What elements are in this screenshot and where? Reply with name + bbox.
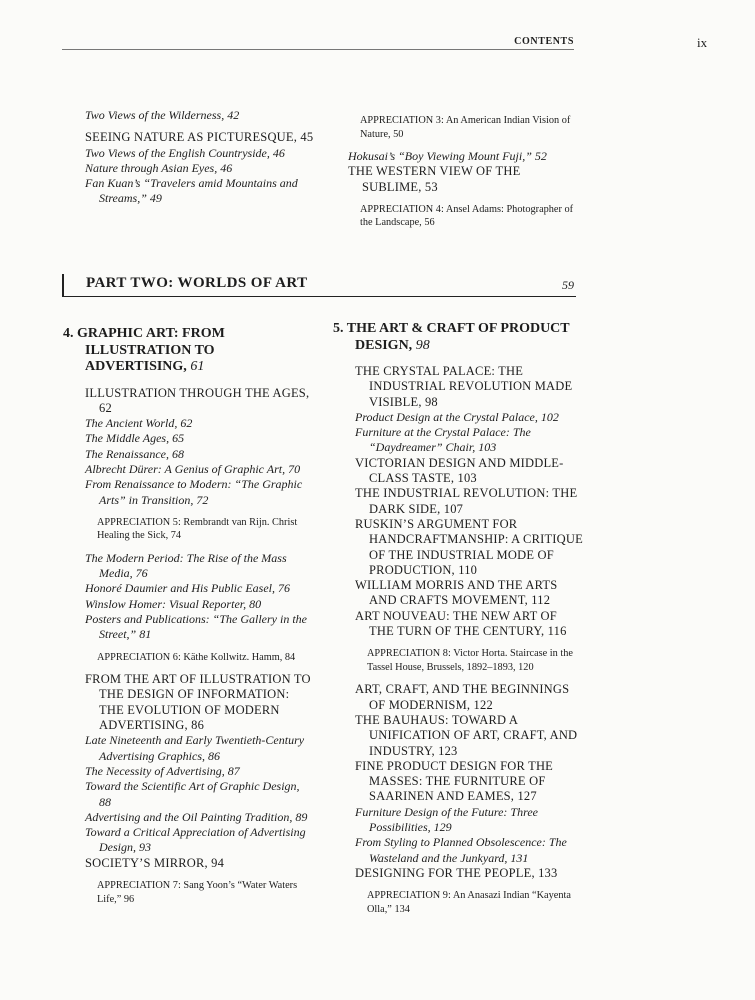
appreciation-entry: APPRECIATION 6: Käthe Kollwitz. Hamm, 84 [97, 651, 296, 663]
part-heading [62, 274, 576, 297]
subsection-entry: Late Nineteenth and Early Twentieth-Century Advertising Graphics, 86 [85, 733, 305, 763]
chapter-4-column [63, 326, 313, 914]
subsection-entry: Furniture Design of the Future: Three Possibilities, 129 [355, 804, 538, 835]
chapter-5-heading [333, 321, 583, 354]
page-number: ix [697, 35, 708, 50]
chapter-4-page: 61 [190, 359, 205, 374]
chapter-5-page: 98 [415, 337, 430, 353]
subsection-entry: Fan Kuan’s “Travelers amid Mountains and Streams,” 49 [85, 176, 298, 206]
toc-top-right-column [348, 106, 583, 238]
running-header: CONTENTS [514, 36, 574, 47]
chapter-4-title: 4. GRAPHIC ART: FROM ILLUSTRATION TO ADVERTISING, [63, 326, 225, 374]
appreciation-entry: APPRECIATION 8: Victor Horta. Staircase in the Tassel House, Brussels, 1892–1893, 120 [367, 648, 573, 673]
section-entry: FINE PRODUCT DESIGN FOR THE MASSES: THE FURNITURE OF SAARINEN AND EAMES, 127 [355, 758, 554, 804]
section-entry: RUSKIN’S ARGUMENT FOR HANDCRAFTMANSHIP: A CRITIQUE OF THE INDUSTRIAL MODE OF PRODUCTION, 110 [355, 516, 583, 577]
subsection-entry: The Ancient World, 62 [85, 416, 193, 431]
section-entry: DESIGNING FOR THE PEOPLE, 133 [355, 865, 558, 880]
subsection-entry: Posters and Publications: “The Gallery in the Street,” 81 [85, 612, 307, 642]
toc-top-left-column [85, 108, 320, 207]
subsection-entry: From Renaissance to Modern: “The Graphic Arts” in Transition, 72 [85, 477, 303, 507]
section-entry: SEEING NATURE AS PICTURESQUE, 45 [85, 130, 314, 145]
subsection-entry: The Renaissance, 68 [85, 446, 184, 461]
appreciation-entry: APPRECIATION 7: Sang Yoon’s “Water Waters Life,” 96 [97, 880, 298, 905]
chapter-5-title: 5. THE ART & CRAFT OF PRODUCT DESIGN, [333, 321, 570, 353]
subsection-entry: Nature through Asian Eyes, 46 [85, 160, 233, 175]
chapter-4-heading [63, 326, 313, 376]
subsection-entry: Hokusai’s “Boy Viewing Mount Fuji,” 52 [348, 149, 547, 163]
subsection-entry: The Necessity of Advertising, 87 [85, 763, 240, 778]
header-rule [62, 49, 574, 50]
section-entry: THE BAUHAUS: TOWARD A UNIFICATION OF ART, CRAFT, AND INDUSTRY, 123 [355, 712, 578, 758]
section-entry: SOCIETY’S MIRROR, 94 [85, 855, 225, 870]
appreciation-entry: APPRECIATION 9: An Anasazi Indian “Kayenta Olla,” 134 [367, 890, 571, 915]
subsection-entry: Advertising and the Oil Painting Tradition, 89 [85, 809, 308, 824]
chapter-5-entries [333, 364, 583, 916]
subsection-entry: Toward a Critical Appreciation of Advertising Design, 93 [85, 825, 306, 855]
section-entry: THE WESTERN VIEW OF THE SUBLIME, 53 [348, 164, 521, 194]
part-page-number: 59 [562, 278, 574, 292]
subsection-entry: The Modern Period: The Rise of the Mass Media, 76 [85, 550, 287, 581]
subsection-entry: From Styling to Planned Obsolescence: The Wasteland and the Junkyard, 131 [355, 835, 567, 865]
part-title: PART TWO: WORLDS OF ART [86, 275, 308, 291]
section-entry: THE INDUSTRIAL REVOLUTION: THE DARK SIDE, 107 [355, 486, 578, 516]
subsection-entry: Toward the Scientific Art of Graphic Design, 88 [85, 779, 300, 809]
subsection-entry: Albrecht Dürer: A Genius of Graphic Art, 70 [85, 461, 301, 476]
appreciation-entry: APPRECIATION 3: An American Indian Vision of Nature, 50 [360, 115, 571, 140]
appreciation-entry: APPRECIATION 5: Rembrandt van Rijn. Christ Healing the Sick, 74 [97, 516, 298, 542]
chapter-5-column [333, 321, 583, 924]
section-entry: ART NOUVEAU: THE NEW ART OF THE TURN OF THE CENTURY, 116 [355, 608, 567, 639]
subsection-entry: Two Views of the English Countryside, 46 [85, 145, 285, 160]
section-entry: ART, CRAFT, AND THE BEGINNINGS OF MODERNISM, 122 [355, 682, 570, 712]
section-entry: FROM THE ART OF ILLUSTRATION TO THE DESIGN OF INFORMATION: THE EVOLUTION OF MODERN ADVERTISING, 86 [85, 672, 311, 733]
subsection-entry: Product Design at the Crystal Palace, 102 [355, 409, 559, 424]
chapter-4-entries [63, 386, 313, 907]
section-entry: ILLUSTRATION THROUGH THE AGES, 62 [85, 385, 310, 415]
section-entry: VICTORIAN DESIGN AND MIDDLE-CLASS TASTE, 103 [355, 455, 564, 486]
section-entry: THE CRYSTAL PALACE: THE INDUSTRIAL REVOLUTION MADE VISIBLE, 98 [355, 364, 573, 409]
subsection-entry: Furniture at the Crystal Palace: The “Daydreamer” Chair, 103 [355, 425, 531, 455]
appreciation-entry: APPRECIATION 4: Ansel Adams: Photographer of the Landscape, 56 [360, 203, 574, 229]
subsection-entry: Honoré Daumier and His Public Easel, 76 [85, 581, 290, 596]
subsection-entry: Two Views of the Wilderness, 42 [85, 108, 240, 122]
subsection-entry: Winslow Homer: Visual Reporter, 80 [85, 596, 262, 611]
section-entry: WILLIAM MORRIS AND THE ARTS AND CRAFTS MOVEMENT, 112 [355, 578, 558, 608]
subsection-entry: The Middle Ages, 65 [85, 431, 185, 446]
